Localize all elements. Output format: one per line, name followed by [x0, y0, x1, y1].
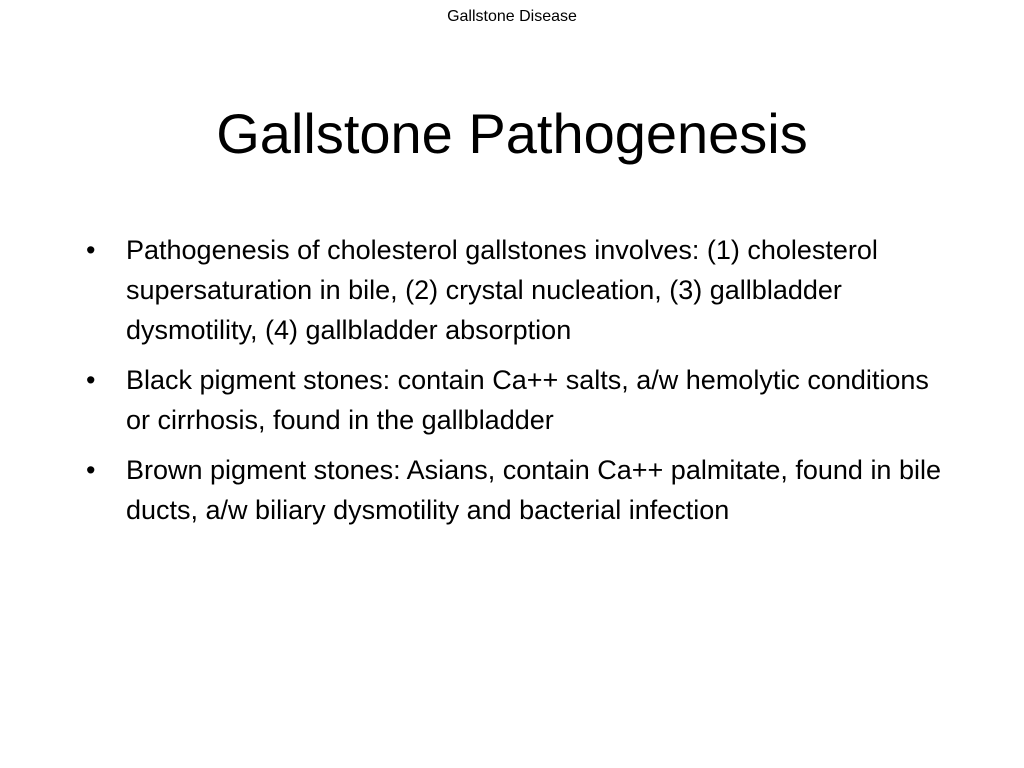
bullet-item [86, 360, 946, 440]
bullet-text: Pathogenesis of cholesterol gallstones involves: (1) cholesterol supersaturation in bile, (2) crystal nucleation, (3) gallbladder dysmotility, (4) gallbladder absorption [126, 235, 878, 345]
bullet-item [86, 230, 946, 350]
bullet-text: Brown pigment stones: Asians, contain Ca++ palmitate, found in bile ducts, a/w biliary dysmotility and bacterial infection [126, 455, 941, 525]
slide-title: Gallstone Pathogenesis [216, 102, 808, 165]
bullet-item [86, 450, 946, 530]
bullet-icon: • [86, 235, 96, 265]
bullet-list [86, 230, 946, 540]
slide-header: Gallstone Disease [447, 8, 577, 25]
bullet-text: Black pigment stones: contain Ca++ salts, a/w hemolytic conditions or cirrhosis, found in the gallbladder [126, 365, 929, 435]
bullet-icon: • [86, 455, 96, 485]
bullet-icon: • [86, 365, 96, 395]
